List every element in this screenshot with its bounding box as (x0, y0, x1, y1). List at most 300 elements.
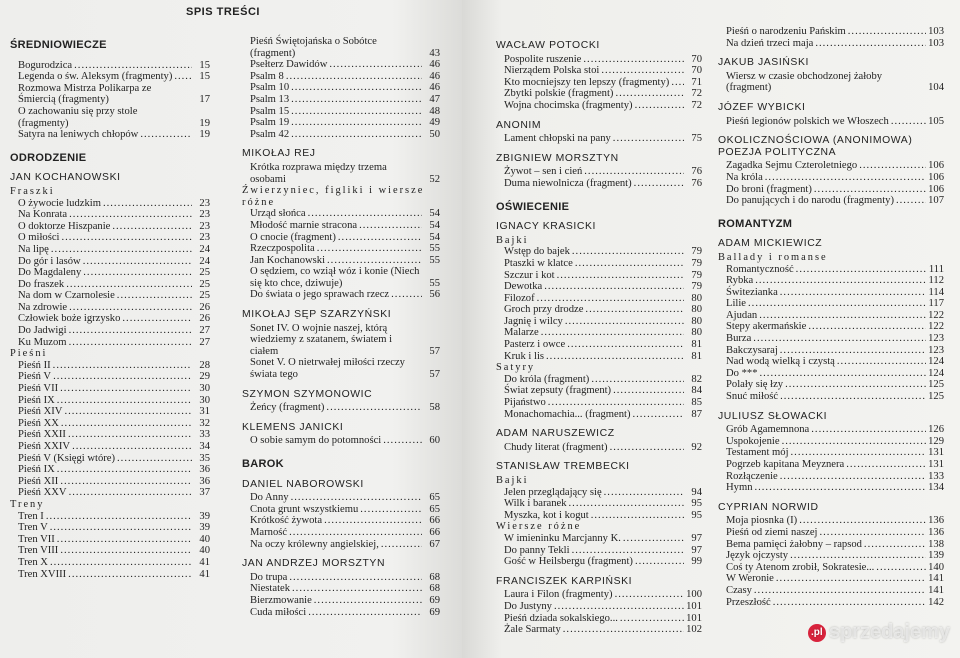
dot-leader (326, 402, 422, 414)
toc-entry (242, 515, 440, 527)
page-number: 75 (691, 133, 702, 145)
entry-title: Wilk i baranek (504, 498, 567, 510)
entry-title: Do panujących i do narodu (fragmenty) (726, 195, 894, 207)
page-number: 136 (928, 515, 944, 527)
entry-title: O żywocie ludzkim (18, 197, 101, 209)
dot-leader (604, 487, 684, 499)
page-number: 25 (199, 290, 210, 302)
page-number: 112 (928, 275, 944, 287)
entry-title: Polały się łzy (726, 379, 784, 391)
page-number: 107 (928, 195, 944, 207)
watermark (808, 621, 950, 644)
toc-entry (496, 54, 702, 66)
entry-title: Psalm 8 (250, 70, 284, 82)
entry-title: O miłości (18, 232, 60, 244)
watermark-text: sprzedajemy (828, 621, 950, 643)
dot-leader (112, 221, 192, 233)
entry-title: Pieśń XXIV (18, 441, 71, 452)
toc-entry (10, 418, 210, 430)
page-number: 87 (691, 408, 702, 420)
toc-entry (496, 533, 702, 545)
toc-entry (242, 583, 440, 595)
toc-entry (10, 453, 210, 465)
dot-leader (780, 391, 926, 403)
toc-entry (10, 256, 210, 268)
toc-entry (10, 209, 210, 221)
entry-title: Psalm 10 (250, 82, 290, 94)
dot-leader (563, 624, 684, 636)
entry-title: Psalm 42 (250, 128, 290, 140)
author-name: JÓZEF WYBICKI (718, 101, 806, 113)
page-number: 79 (691, 269, 702, 281)
dot-leader (780, 287, 926, 299)
toc-entry (242, 243, 440, 255)
entry-title: Pieśń VII (18, 383, 59, 395)
entry-title: Legenda o św. Aleksym (fragmenty) (18, 71, 173, 83)
dot-leader (632, 409, 684, 421)
page-number: 47 (429, 93, 440, 105)
dot-leader (64, 406, 192, 418)
toc-entry (10, 313, 210, 325)
entry-title: Chudy literat (fragment) (504, 441, 608, 453)
dot-leader (548, 397, 684, 409)
entry-title: Pieśń Świętojańska o Sobótce (fragment) (250, 36, 377, 59)
page-number: 80 (691, 315, 702, 327)
toc-entry (10, 534, 210, 546)
page-number: 43 (429, 47, 440, 59)
entry-title: Tren VIII (18, 545, 59, 557)
page-number: 23 (199, 220, 210, 232)
page-number: 36 (199, 464, 210, 476)
entry-title: Niestatek (250, 583, 291, 595)
author-name: KLEMENS JANICKI (242, 421, 344, 433)
page-number: 55 (429, 243, 440, 255)
entry-title: Stepy akermańskie (726, 321, 807, 333)
toc-entry (242, 504, 440, 516)
toc-entry (10, 232, 210, 244)
page-number: 97 (691, 532, 702, 544)
page-number: 40 (199, 545, 210, 557)
page-number: 85 (691, 397, 702, 409)
entry-title: O doktorze Hiszpanie (18, 220, 111, 232)
toc-entry (10, 337, 210, 349)
toc-entry (242, 255, 440, 267)
entry-title: Na oczy królewny angielskiej, (250, 538, 379, 550)
page-number: 106 (928, 183, 944, 195)
entry-title: Na zdrowie (18, 301, 68, 313)
page-number: 26 (199, 301, 210, 313)
page-number: 66 (429, 515, 440, 527)
toc-entry (496, 178, 702, 190)
page-number: 95 (691, 498, 702, 510)
page-number: 32 (199, 417, 210, 429)
subsection-title: Satyry (496, 362, 536, 374)
toc-entry (10, 279, 210, 291)
entry-title: Psełterz Dawidów (250, 59, 328, 71)
dot-leader (289, 527, 422, 539)
entry-title: Człowiek boże igrzysko (18, 313, 121, 325)
page-number: 117 (928, 298, 944, 310)
page-number: 46 (429, 59, 440, 71)
toc-entry (242, 117, 440, 129)
entry-title: Świtezianka (726, 286, 778, 298)
dot-leader (66, 279, 192, 291)
dot-leader (360, 504, 422, 516)
toc-entry (242, 357, 440, 380)
page-number: 39 (199, 510, 210, 522)
entry-title: Zagadka Sejmu Czteroletniego (726, 160, 858, 172)
entry-title: Na Konrata (18, 209, 68, 221)
entry-title: O sobie samym do potomności (250, 435, 382, 447)
page-number: 79 (691, 246, 702, 258)
entry-title: Tren V (18, 522, 48, 534)
entry-title: Pasterz i owce (504, 339, 566, 351)
dot-leader (785, 379, 926, 391)
entry-title: Myszka, kot i kogut (504, 509, 589, 521)
entry-title: Pieśń XIV (18, 406, 63, 418)
toc-entry (10, 429, 210, 441)
toc-entry (10, 383, 210, 395)
toc-entry (10, 476, 210, 488)
toc-entry (496, 65, 702, 77)
toc-entry (242, 208, 440, 220)
dot-leader (69, 487, 192, 499)
page-number: 54 (429, 219, 440, 231)
entry-title: Laura i Filon (fragmenty) (504, 589, 613, 601)
dot-leader (554, 601, 684, 613)
dot-leader (289, 572, 422, 584)
page-number: 100 (686, 589, 702, 601)
dot-leader (383, 435, 422, 447)
entry-title: Do Anny (250, 492, 289, 504)
entry-title: Kto mocniejszy ten lepszy (fragmenty) (504, 76, 670, 88)
page-number: 104 (928, 82, 944, 94)
page-number: 49 (429, 117, 440, 129)
page-number: 71 (691, 76, 702, 88)
page-number: 55 (429, 277, 440, 289)
entry-title: Bierzmowanie (250, 594, 312, 606)
page-number: 125 (928, 391, 944, 403)
entry-title: Lament chłopski na pany (504, 133, 611, 145)
page-number: 67 (429, 538, 440, 550)
page-number: 17 (199, 94, 210, 106)
dot-leader (61, 418, 192, 430)
page-number: 126 (928, 424, 944, 436)
page-number: 142 (928, 596, 944, 608)
entry-title: Romantyczność (726, 263, 794, 275)
toc-entry (718, 585, 944, 597)
toc-column-1 (10, 28, 210, 580)
page-number: 114 (928, 286, 944, 298)
entry-title: Pieśń XXII (18, 429, 66, 441)
entry-title: O cnocie (fragment) (250, 231, 336, 243)
toc-entry (718, 195, 944, 207)
dot-leader (72, 441, 192, 453)
toc-column-4 (718, 26, 944, 608)
entry-title: Tren X (18, 556, 48, 568)
toc-entry (10, 198, 210, 210)
entry-title: Cnota grunt wszystkiemu (250, 503, 359, 515)
page-number: 54 (429, 231, 440, 243)
entry-title: Sonet V. O nietrwałej miłości rzeczy świata tego (250, 357, 405, 381)
author-name: ADAM NARUSZEWICZ (496, 428, 615, 440)
toc-entry (496, 304, 702, 316)
entry-title: Do gór i lasów (18, 255, 81, 267)
dot-leader (381, 539, 422, 551)
page-number: 79 (691, 281, 702, 293)
entry-title: Moja piosnka (I) (726, 515, 798, 527)
toc-entry (718, 298, 944, 310)
dot-leader (601, 65, 684, 77)
toc-entry (10, 487, 210, 499)
toc-entry (242, 232, 440, 244)
entry-title: Pieśń IX (18, 394, 55, 406)
entry-title: Jagnię i wilcy (504, 315, 563, 327)
toc-entry (242, 323, 440, 358)
page-number: 124 (928, 356, 944, 368)
entry-title: Krótkość żywota (250, 515, 323, 527)
page-number: 99 (691, 556, 702, 568)
entry-title: Jelen przeglądający się (504, 486, 602, 498)
author-name: ADAM MICKIEWICZ (718, 238, 823, 250)
dot-leader (74, 60, 192, 72)
page-number: 95 (691, 509, 702, 521)
dot-leader (791, 447, 926, 459)
dot-leader (584, 166, 684, 178)
entry-title: Ku Muzom (18, 336, 67, 348)
toc-column-2 (242, 36, 440, 618)
author-name: ANONIM (496, 119, 542, 131)
author-name: STANISŁAW TREMBECKI (496, 461, 630, 473)
toc-entry (10, 71, 210, 83)
dot-leader (69, 302, 192, 314)
entry-title: Do broni (fragment) (726, 183, 812, 195)
dot-leader (291, 94, 422, 106)
page-number: 136 (928, 526, 944, 538)
toc-entry (496, 589, 702, 601)
entry-title: Do Jadwigi (18, 325, 67, 337)
page-number: 15 (199, 71, 210, 83)
entry-title: Do króla (fragment) (504, 373, 590, 385)
dot-leader (799, 515, 926, 527)
entry-title: Satyra na leniwych chłopów (18, 129, 139, 141)
page-number: 133 (928, 470, 944, 482)
page-number: 19 (199, 117, 210, 129)
toc-entry (718, 275, 944, 287)
toc-entry (242, 527, 440, 539)
dot-leader (754, 482, 926, 494)
dot-leader (50, 557, 192, 569)
toc-entry (10, 83, 210, 106)
page-number: 37 (199, 487, 210, 499)
dot-leader (83, 256, 192, 268)
entry-title: Malarze (504, 327, 539, 339)
page-number: 41 (199, 556, 210, 568)
page-number: 33 (199, 429, 210, 441)
entry-title: Żeńcy (fragment) (250, 402, 325, 414)
page-number: 141 (928, 584, 944, 596)
entry-title: Do świata o jego sprawach rzecz (250, 289, 390, 301)
section-heading: ODRODZENIE (10, 151, 87, 164)
page-number: 68 (429, 583, 440, 595)
entry-title: Bogurodzica (18, 59, 73, 71)
toc-entry (10, 302, 210, 314)
page-number: 66 (429, 526, 440, 538)
dot-leader (291, 82, 422, 94)
dot-leader (613, 133, 684, 145)
entry-title: Uspokojenie (726, 435, 780, 447)
toc-entry (242, 71, 440, 83)
entry-title: Bakczysaraj (726, 344, 778, 356)
toc-entry (718, 562, 944, 574)
page-number: 97 (691, 544, 702, 556)
dot-leader (615, 589, 684, 601)
page-number: 72 (691, 88, 702, 100)
subsection-title: Bajki (496, 234, 529, 246)
dot-leader (635, 100, 684, 112)
toc-entry (718, 116, 944, 128)
dot-leader (286, 71, 422, 83)
toc-entry (242, 162, 440, 185)
entry-title: Bema pamięci żałobny – rapsod (726, 538, 862, 550)
toc-entry (718, 184, 944, 196)
toc-entry (718, 26, 944, 38)
dot-leader (808, 321, 926, 333)
entry-title: Do Magdaleny (18, 267, 82, 279)
entry-title: Przeszłość (726, 596, 771, 608)
page-number: 69 (429, 594, 440, 606)
dot-leader (811, 424, 926, 436)
dot-leader (314, 595, 422, 607)
dot-leader (83, 267, 192, 279)
dot-leader (748, 298, 926, 310)
entry-title: Na dom w Czarnolesie (18, 290, 115, 302)
page-number: 106 (928, 160, 944, 172)
dot-leader (565, 316, 684, 328)
toc-entry (496, 397, 702, 409)
dot-leader (671, 77, 684, 89)
page-number: 55 (429, 254, 440, 266)
dot-leader (291, 492, 422, 504)
page-number: 102 (686, 624, 702, 636)
dot-leader (760, 368, 927, 380)
page-number: 111 (928, 263, 944, 275)
dot-leader (546, 351, 684, 363)
dot-leader (140, 129, 192, 141)
entry-title: Psalm 13 (250, 93, 290, 105)
entry-title: Pieśń XII (18, 475, 59, 487)
toc-entry (496, 624, 702, 636)
page-number: 35 (199, 452, 210, 464)
toc-entry (10, 395, 210, 407)
dot-leader (68, 429, 192, 441)
toc-entry (496, 339, 702, 351)
entry-title: Do panny Tekli (504, 544, 570, 556)
page-title: SPIS TREŚCI (186, 6, 260, 18)
dot-leader (317, 243, 422, 255)
page-number: 57 (429, 345, 440, 357)
toc-entry (496, 133, 702, 145)
toc-entry (10, 267, 210, 279)
entry-title: Pieśń o narodzeniu Pańskim (726, 26, 846, 37)
dot-leader (623, 533, 684, 545)
dot-leader (57, 395, 192, 407)
dot-leader (308, 208, 422, 220)
subsection-title: Ballady i romanse (718, 251, 828, 263)
entry-title: Język ojczysty (726, 550, 789, 562)
toc-entry (718, 379, 944, 391)
dot-leader (776, 573, 926, 585)
dot-leader (753, 333, 926, 345)
dot-leader (759, 310, 926, 322)
dot-leader (782, 436, 926, 448)
entry-title: Dewotka (504, 281, 543, 293)
section-heading: OŚWIECENIE (496, 200, 570, 213)
entry-title: Duma niewolnicza (fragment) (504, 177, 632, 189)
page-number: 141 (928, 573, 944, 585)
page-number: 24 (199, 243, 210, 255)
entry-title: Pogrzeb kapitana Meyznera (726, 459, 845, 470)
toc-entry (10, 106, 210, 129)
dot-leader (57, 464, 192, 476)
dot-leader (103, 198, 192, 210)
toc-entry (718, 368, 944, 380)
dot-leader (773, 597, 926, 609)
entry-title: Testament mój (726, 447, 789, 459)
page-number: 23 (199, 232, 210, 244)
toc-entry (496, 281, 702, 293)
entry-title: Monachomachia... (fragment) (504, 408, 631, 420)
page-number: 134 (928, 482, 944, 494)
dot-leader (69, 337, 192, 349)
dot-leader (557, 270, 684, 282)
toc-entry (242, 492, 440, 504)
page-number: 131 (928, 447, 944, 459)
toc-entry (496, 601, 702, 613)
page-number: 103 (928, 37, 944, 49)
dot-leader (572, 545, 684, 557)
toc-entry (242, 435, 440, 447)
toc-entry (10, 545, 210, 557)
toc-entry (718, 515, 944, 527)
page-number: 80 (691, 327, 702, 339)
left-page (0, 0, 462, 658)
toc-entry (242, 94, 440, 106)
dot-leader (634, 178, 684, 190)
author-name: DANIEL NABOROWSKI (242, 478, 364, 490)
author-name: CYPRIAN NORWID (718, 501, 819, 513)
toc-entry (718, 333, 944, 345)
page-number: 46 (429, 70, 440, 82)
entry-title: Pieśń II (18, 359, 51, 371)
entry-title: Pieśń XX (18, 417, 59, 429)
dot-leader (585, 304, 684, 316)
page-number: 27 (199, 325, 210, 337)
dot-leader (876, 562, 926, 574)
entry-title: Psalm 15 (250, 105, 290, 117)
dot-leader (615, 88, 684, 100)
page-number: 101 (686, 600, 702, 612)
dot-leader (291, 117, 422, 129)
page-number: 36 (199, 475, 210, 487)
dot-leader (122, 313, 192, 325)
dot-leader (567, 339, 684, 351)
toc-entry (10, 290, 210, 302)
author-name: SZYMON SZYMONOWIC (242, 388, 373, 400)
right-page (462, 0, 960, 658)
dot-leader (291, 106, 422, 118)
dot-leader (46, 511, 192, 523)
